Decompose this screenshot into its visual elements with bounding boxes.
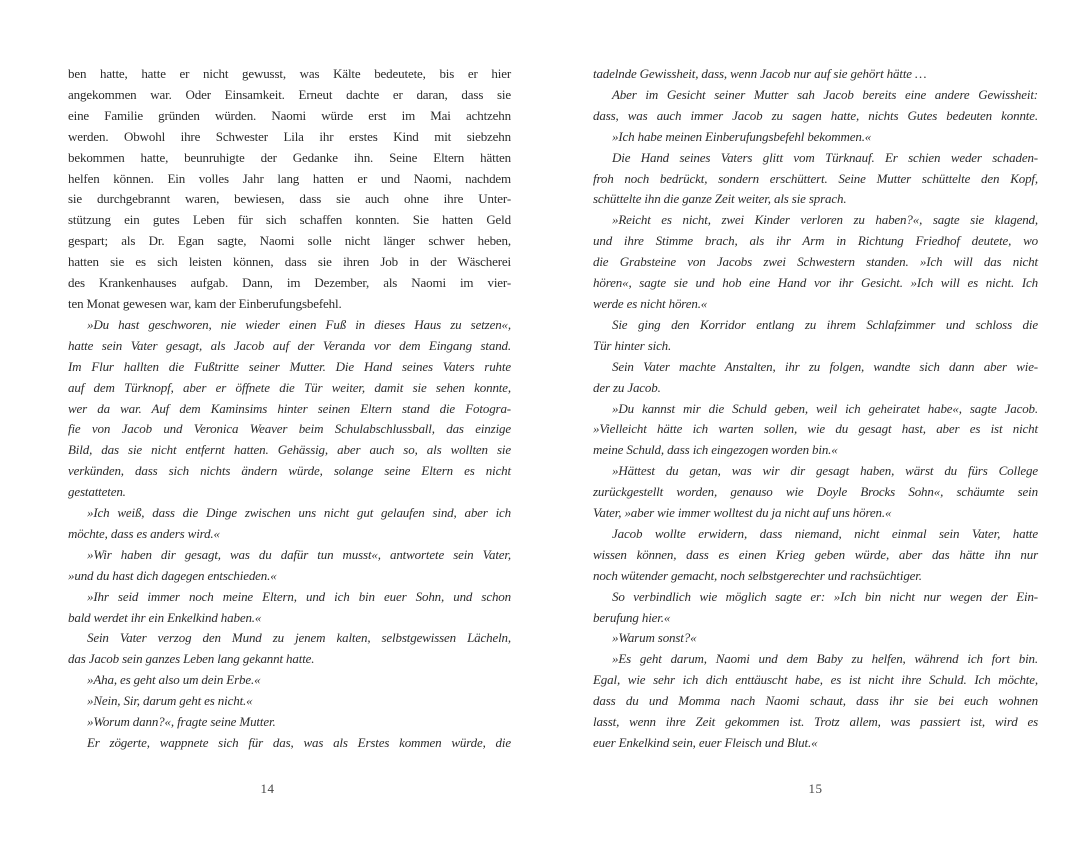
text-line: meine Schuld, dass ich eingezogen worden bin.« <box>593 442 838 458</box>
text-line: schüttelte ihn die ganze Zeit weiter, als sie sprach. <box>593 191 847 207</box>
text-line: tadelnde Gewissheit, dass, wenn Jacob nur auf sie gehört hätte … <box>593 66 927 81</box>
text-line: Sein Vater machte Anstalten, ihr zu folgen, wandte sich dann aber wie- <box>612 358 1038 374</box>
text-line: hatte sein Vater gesagt, als Jacob auf der Veranda vor dem Eingang stand. <box>68 337 511 353</box>
text-line: Egal, wie sehr ich dich enttäuscht habe, es ist nicht ihre Schuld. Ich möchte, <box>593 672 1038 688</box>
text-line: »Hättest du getan, was wir dir gesagt haben, wärst du fürs College <box>612 463 1038 479</box>
text-line: gestatteten. <box>68 484 126 500</box>
text-line: bald werdet ihr ein Enkelkind haben.« <box>68 609 262 625</box>
text-line: »Du kannst mir die Schuld geben, weil ich geheiratet habe«, sagte Jacob. <box>612 400 1038 416</box>
text-line: fie von Jacob und Veronica Weaver beim Schulabschlussball, das einzige <box>68 421 511 437</box>
text-line: dass, was auch immer Jacob zu sagen hatte, nichts Gutes bedeuten konnte. <box>593 107 1038 123</box>
page-left-text-block <box>68 64 511 754</box>
text-line: der zu Jacob. <box>593 379 661 395</box>
text-line: Die Hand seines Vaters glitt vom Türknauf. Er schien weder schaden- <box>612 149 1038 165</box>
text-line: gespart; als Dr. Egan sagte, Naomi solle nicht länger schwer heben, <box>68 233 511 249</box>
page-left-number: 14 <box>260 781 275 796</box>
text-line: berufung hier.« <box>593 609 671 625</box>
text-line: euer Enkelkind sein, euer Fleisch und Blut.« <box>593 735 818 750</box>
text-line: ten Monat gewesen war, kam der Einberufungsbefehl. <box>68 295 342 311</box>
text-line: Im Flur hallten die Fußtritte seiner Mutter. Die Hand seines Vaters ruhte <box>68 358 511 374</box>
text-line: lasst, wenn ihre Zeit gekommen ist. Trotz allem, was passiert ist, wird es <box>593 714 1038 730</box>
text-line: hatten sie es sich leisten können, dass sie ihren Job in der Wäscherei <box>68 254 511 270</box>
text-line: sie durchgebrannt waren, bewiesen, dass sie auch ohne ihre Unter- <box>68 191 511 207</box>
text-line: Bild, das sie nicht entfernt hatten. Gehässig, aber auch so, als wollten sie <box>68 442 511 458</box>
page-right <box>593 0 1038 842</box>
text-line: stützung ein gutes Leben für sich schaffen konnten. Sie hatten Geld <box>68 212 511 228</box>
text-line: eine Familie gründen würden. Naomi würde erst im Mai achtzehn <box>68 107 511 123</box>
page-right-number: 15 <box>808 781 823 796</box>
text-line: froh noch bedrückt, sondern erschüttert. Seine Mutter schüttelte den Kopf, <box>593 170 1038 186</box>
text-line: verkünden, dass sich nichts ändern würde, solange seine Eltern es nicht <box>68 463 511 479</box>
text-line: noch wütender gemacht, noch selbstgerechter und rachsüchtiger. <box>593 567 922 583</box>
page-right-text-block <box>593 64 1038 754</box>
text-line: »Warum sonst?« <box>612 630 697 646</box>
text-line: So verbindlich wie möglich sagte er: »Ich bin nicht nur wegen der Ein- <box>612 588 1038 604</box>
text-line: des Krankenhauses aufgab. Dann, im Dezember, als Naomi im vier- <box>68 275 511 291</box>
text-line: »Nein, Sir, darum geht es nicht.« <box>87 693 253 709</box>
text-line: »Wir haben dir gesagt, was du dafür tun musst«, antwortete sein Vater, <box>87 546 511 562</box>
text-line: »Ich habe meinen Einberufungsbefehl bekommen.« <box>612 128 872 144</box>
text-line: dass du und Momma nach Naomi schaut, dass ihr sie bei euch wohnen <box>593 693 1038 709</box>
text-line: Aber im Gesicht seiner Mutter sah Jacob bereits eine andere Gewissheit: <box>612 86 1038 102</box>
text-line: zurückgestellt worden, genauso wie Doyle Brocks Sohn«, schäumte sein <box>593 484 1038 500</box>
text-line: »Vielleicht hätte ich warten sollen, wie du gesagt hast, aber es ist nicht <box>593 421 1038 437</box>
text-line: »Es geht darum, Naomi und dem Baby zu helfen, während ich fort bin. <box>612 651 1038 667</box>
text-line: bekommen hatte, beunruhigte der Gedanke ihn. Seine Eltern hätten <box>68 149 511 165</box>
text-line: wer da war. Auf dem Kaminsims hinter seinen Eltern stand die Fotogra- <box>68 400 511 416</box>
text-line: Tür hinter sich. <box>593 337 672 353</box>
text-line: »Worum dann?«, fragte seine Mutter. <box>87 714 276 730</box>
text-line: Sie ging den Korridor entlang zu ihrem Schlafzimmer und schloss die <box>612 316 1038 332</box>
text-line: angekommen war. Oder Einsamkeit. Erneut dachte er daran, dass sie <box>68 86 511 102</box>
text-line: »Du hast geschworen, nie wieder einen Fuß in dieses Haus zu setzen«, <box>87 316 511 332</box>
text-line: wissen können, dass es einen Krieg geben würde, aber das hätte ihn nur <box>593 546 1038 562</box>
text-line: werde es nicht hören.« <box>593 295 708 311</box>
text-line: Jacob wollte erwidern, dass niemand, nicht einmal sein Vater, hatte <box>612 525 1038 541</box>
text-line: werden. Obwohl ihre Schwester Lila ihr erstes Kind mit siebzehn <box>68 128 511 144</box>
text-line: Er zögerte, wappnete sich für das, was als Erstes kommen würde, die <box>87 735 511 750</box>
text-line: die Grabsteine von Jacobs zwei Schwestern standen. »Ich will das nicht <box>593 254 1038 270</box>
text-line: auf dem Türknopf, aber er öffnete die Tür weiter, damit sie sehen konnte, <box>68 379 511 395</box>
text-line: »und du hast dich dagegen entschieden.« <box>68 567 277 583</box>
text-line: »Ich weiß, dass die Dinge zwischen uns nicht gut gelaufen sind, aber ich <box>87 505 511 521</box>
page-left <box>68 0 511 842</box>
text-line: hören«, sagte sie und hob eine Hand vor ihr Gesicht. »Ich will es nicht. Ich <box>593 275 1038 291</box>
text-line: »Reicht es nicht, zwei Kinder verloren zu haben?«, sagte sie klagend, <box>612 212 1038 228</box>
text-line: das Jacob sein ganzes Leben lang gekannt hatte. <box>68 651 315 667</box>
text-line: Vater, »aber wie immer wolltest du ja nicht auf uns hören.« <box>593 505 892 521</box>
text-line: möchte, dass es anders wird.« <box>68 525 220 541</box>
text-line: und ihre Stimme brach, als ihr Arm in Richtung Friedhof deutete, wo <box>593 233 1038 249</box>
text-line: »Ihr seid immer noch meine Eltern, und ich bin euer Sohn, und schon <box>87 588 511 604</box>
text-line: »Aha, es geht also um dein Erbe.« <box>87 672 261 688</box>
text-line: helfen können. Ein volles Jahr lang hatten er und Naomi, nachdem <box>68 170 511 186</box>
text-line: ben hatte, hatte er nicht gewusst, was Kälte bedeutete, bis er hier <box>68 66 511 81</box>
text-line: Sein Vater verzog den Mund zu jenem kalten, selbstgewissen Lächeln, <box>87 630 511 646</box>
